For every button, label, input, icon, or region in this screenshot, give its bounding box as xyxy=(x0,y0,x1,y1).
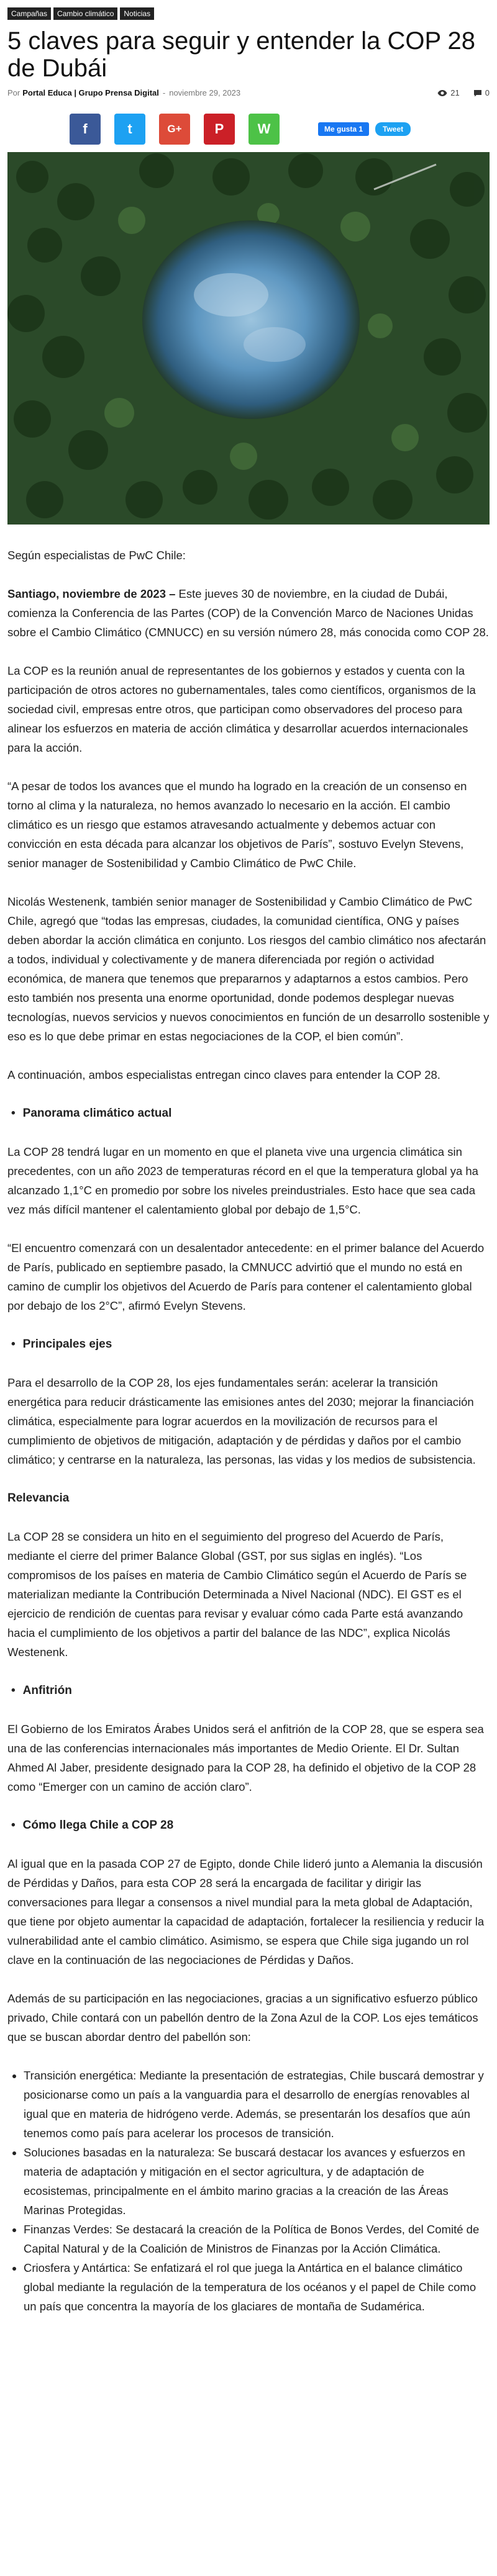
article-paragraph-4: Nicolás Westenenk, también senior manager de Sostenibilidad y Cambio Climático de PwC Chile, agregó que “todas las empresas, ciudades, la comunidad científica, ONG y países deben abordar la acción climática en conjunto. Los riesgos del cambio climático nos afectarán a todos, individual y colectivamente y de manera diferenciada por región o actividad económica, de manera que tenemos que prepararnos y adaptarnos a estos cambios. Pero esto también nos presenta una enorme oportunidad, donde podemos desplegar nuevas tecnologías, nuevos servicios y nuevos conocimientos en función de un desarrollo sostenible y eso es lo que debe primar en estas negociaciones de la COP, el bien común”. xyxy=(7,895,490,1043)
facebook-share-button[interactable] xyxy=(70,114,101,145)
heading-chile xyxy=(7,1816,490,1835)
heading-panorama xyxy=(7,1104,490,1123)
twitter-share-button[interactable] xyxy=(114,114,145,145)
tweet-button[interactable]: Tweet xyxy=(375,122,411,136)
article-stats xyxy=(437,88,490,97)
heading-panorama-text: • Panorama climático actual xyxy=(22,1107,172,1120)
article-paragraph-5: A continuación, ambos especialistas entregan cinco claves para entender la COP 28. xyxy=(7,1068,440,1081)
facebook-like-button[interactable]: Me gusta 1 xyxy=(318,122,369,136)
article-paragraph-10: El Gobierno de los Emiratos Árabes Unidos será el anfitrión de la COP 28, que se espera sea una de las conferencias internacionales más importantes de Medio Oriente. El Dr. Sultan Ahmed Al Jaber, presidente designado para la COP 28, ha definido el objetivo de la COP 28 como “Emerger con un camino de acción claro”. xyxy=(7,1723,484,1793)
dateline: Santiago, noviembre de 2023 – xyxy=(7,587,176,600)
heading-chile-text: • Cómo llega Chile a COP 28 xyxy=(22,1819,174,1832)
facebook-icon: f xyxy=(83,121,88,137)
article-paragraph-12: Además de su participación en las negociaciones, gracias a un significativo esfuerzo público privado, Chile contará con un pabellón dentro de la Zona Azul de la COP. Los ejes temáticos que se buscan abordar dentro del pabellón son: xyxy=(7,1992,478,2043)
forest-lake-illustration xyxy=(7,152,490,525)
article-paragraph-8: Para el desarrollo de la COP 28, los ejes fundamentales serán: acelerar la transición energética para reducir drásticamente las emisiones antes del 2030; mejorar la financiación climática, especialmente para lograr acuerdos en la movilización de recursos para el cumplimiento de objetivos de mitigación, adaptación y de pérdidas y daños por el cambio climático; y centrarse en la naturaleza, las personas, las vidas y los medios de subsistencia. xyxy=(7,1376,476,1466)
article-meta xyxy=(7,88,490,97)
tag-campanas[interactable]: Campañas xyxy=(7,7,51,20)
comments-value: 0 xyxy=(485,88,490,97)
googleplus-icon: G+ xyxy=(167,123,182,135)
tag-noticias[interactable]: Noticias xyxy=(120,7,154,20)
article-paragraph-11: Al igual que en la pasada COP 27 de Egipto, donde Chile lideró junto a Alemania la discusión de Pérdidas y Daños, para esta COP 28 será la encargada de facilitar y dirigir las conversaciones para llegar a consensos a nivel mundial para la meta global de Adaptación, que tiene por objeto aumentar la capacidad de adaptación, fortalecer la resiliencia y reducir la vulnerabilidad ante el cambio climático. Asimismo, se espera que Chile siga jugando un rol clave en la continuación de las negociaciones de Pérdidas y Daños. xyxy=(7,1857,485,1966)
heading-anfitrion-text: • Anfitrión xyxy=(22,1684,72,1697)
heading-relevancia: Relevancia xyxy=(7,1492,70,1505)
tag-list xyxy=(7,0,490,20)
article-paragraph-7: “El encuentro comenzará con un desalentador antecedente: en el primer balance del Acuerdo de París, publicado en septiembre pasado, la CMNUCC advirtió que el mundo no está en camino de cumplir los objetivos del Acuerdo de París para contener el calentamiento global por debajo de los 2°C”, afirmó Evelyn Stevens. xyxy=(7,1241,485,1312)
article-intro: Según especialistas de PwC Chile: xyxy=(7,549,186,562)
twitter-icon: t xyxy=(127,121,132,137)
article-paragraph-6: La COP 28 tendrá lugar en un momento en que el planeta vive una urgencia climática sin precedentes, con un año 2023 de temperaturas récord en el que la temperatura global ya ha alcanzado 1,1°C en promedio por sobre los niveles preindustriales. Esto hace que sea cada vez más difícil mantener el calentamiento global por debajo de 1,5°C. xyxy=(7,1145,478,1216)
whatsapp-share-button[interactable] xyxy=(248,114,280,145)
author-link[interactable]: Portal Educa | Grupo Prensa Digital xyxy=(22,88,159,97)
heading-ejes-text: • Principales ejes xyxy=(22,1338,112,1351)
hero-image xyxy=(7,152,490,525)
eye-icon xyxy=(437,89,447,97)
list-item: • Criosfera y Antártica: Se enfatizará el rol que juega la Antártica en el balance climático global mediante la regulación de la temperatura de los océanos y el papel de Chile como un país que concentra la mayoría de los glaciares de montaña de Sudamérica. xyxy=(24,2258,490,2316)
pinterest-share-button[interactable] xyxy=(204,114,235,145)
thematic-axes-list xyxy=(7,2066,490,2316)
article-paragraph-9: La COP 28 se considera un hito en el seguimiento del progreso del Acuerdo de París, mediante el cierre del primer Balance Global (GST, por sus siglas en inglés). “Los compromisos de los países en materia de Cambio Climático según el Acuerdo de París se materializan mediante la Contribución Determinada a Nivel Nacional (NDC). El GST es el ejercicio de rendición de cuentas para revisar y evaluar cómo cada Parte está avanzando hacia el cumplimiento de los objetivos a partir del balance de las NDC”, explica Nicolás Westenenk. xyxy=(7,1530,467,1659)
by-label: Por xyxy=(7,88,21,97)
article-title: 5 claves para seguir y entender la COP 28 de Dubái xyxy=(7,27,476,82)
comment-icon xyxy=(473,89,482,97)
publish-date: noviembre 29, 2023 xyxy=(169,88,241,97)
article-paragraph-2: La COP es la reunión anual de representantes de los gobiernos y estados y cuenta con la participación de otros actores no gubernamentales, tales como científicos, organismos de la sociedad civil, empresas entre otros, que participan como observadores del proceso para alinear los esfuerzos en materia de acción climática y desarrollar acuerdos internacionales para la acción. xyxy=(7,664,476,754)
list-item: • Soluciones basadas en la naturaleza: Se buscará destacar los avances y esfuerzos en materia de adaptación y mitigación en el sector agricultura, y de adaptación de ecosistemas, principalmente en el ámbito marino gracias a la creación de las Áreas Marinas Protegidas. xyxy=(24,2143,490,2220)
whatsapp-icon: W xyxy=(257,121,271,137)
article-paragraph-1 xyxy=(7,584,490,642)
heading-anfitrion xyxy=(7,1681,490,1700)
list-item: • Finanzas Verdes: Se destacará la creación de la Política de Bonos Verdes, del Comité de Capital Natural y de la Coalición de Ministros de Finanzas por la Acción Climática. xyxy=(24,2220,490,2258)
tag-cambio-climatico[interactable]: Cambio climático xyxy=(53,7,117,20)
article-body xyxy=(7,546,490,2316)
googleplus-share-button[interactable] xyxy=(159,114,190,145)
share-bar xyxy=(7,114,490,145)
views-count xyxy=(437,88,459,97)
pinterest-icon: P xyxy=(214,121,224,137)
views-value: 21 xyxy=(450,88,460,97)
social-counters xyxy=(318,122,411,136)
article-paragraph-3: “A pesar de todos los avances que el mundo ha logrado en la creación de un consenso en torno al clima y la naturaleza, no hemos avanzado lo necesario en la acción. El cambio climático es un riesgo que estamos atravesando actualmente y debemos actuar con convicción en esta década para alcanzar los objetivos de París”, sostuvo Evelyn Stevens, senior manager de Sostenibilidad y Cambio Climático de PwC Chile. xyxy=(7,780,467,870)
paragraph-1-text: Este jueves 30 de noviembre, en la ciudad de Dubái, comienza la Conferencia de las Partes (COP) de la Convención Marco de Naciones Unidas sobre el Cambio Climático (CMNUCC) en su versión número 28, más conocida como COP 28. xyxy=(7,587,489,639)
comments-count[interactable] xyxy=(473,88,490,97)
meta-separator: - xyxy=(162,88,166,97)
heading-ejes xyxy=(7,1335,490,1354)
list-item: • Transición energética: Mediante la presentación de estrategias, Chile buscará demostrar y posicionarse como un país a la vanguardia para el desarrollo de energías renovables al igual que en materia de hidrógeno verde. Además, se presentarán los desafíos que aún tenemos como país para acelerar los procesos de transición. xyxy=(24,2066,490,2143)
